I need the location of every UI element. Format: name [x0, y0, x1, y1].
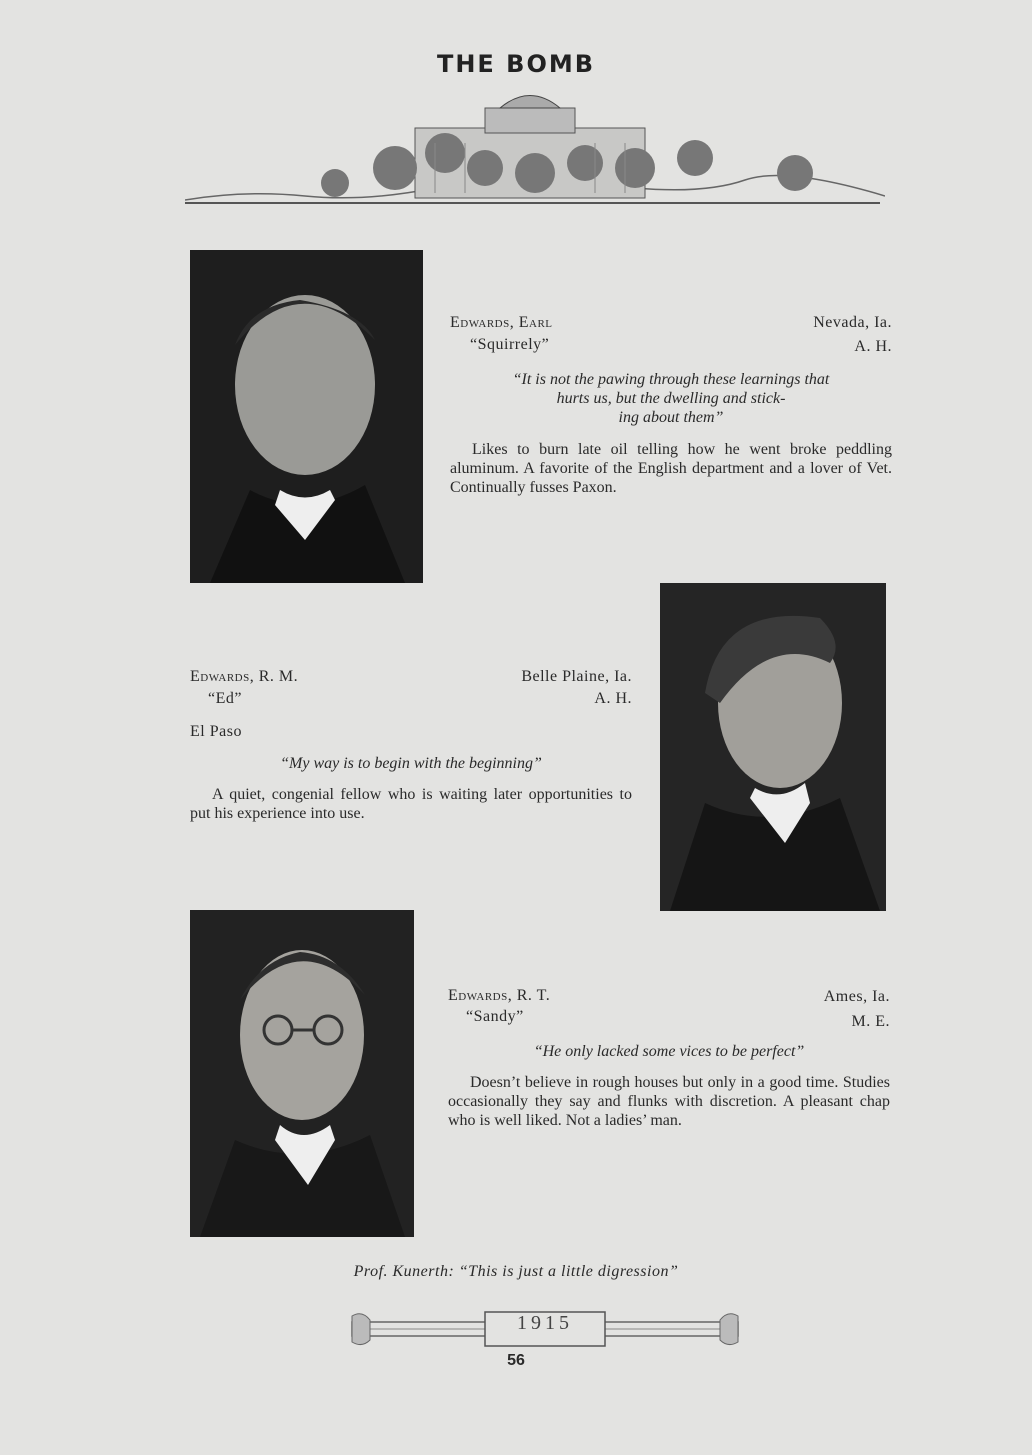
hometown: Belle Plaine, Ia.	[521, 668, 632, 685]
quote-line: “My way is to begin with the beginning”	[280, 755, 542, 772]
given-name: R. T.	[516, 987, 551, 1004]
given-name: R. M.	[258, 668, 299, 685]
quote-line: ing about them”	[618, 409, 724, 426]
surname: Edwards,	[190, 668, 255, 685]
entry-description: Likes to burn late oil telling how he went broke peddling aluminum. A favorite of the English department and a lover of Vet. Continually fusses Paxon.	[450, 441, 892, 496]
entry-name	[450, 314, 553, 332]
footer-caption: Prof. Kunerth: “This is just a little digression”	[353, 1263, 679, 1280]
hometown: Nevada, Ia.	[813, 314, 892, 331]
nickname: “Sandy”	[466, 1008, 524, 1025]
surname: Edwards,	[450, 314, 515, 331]
entry-quote	[450, 370, 892, 427]
quote-line: “It is not the pawing through these learnings that	[512, 371, 830, 388]
portrait-photo-earl-edwards	[190, 250, 423, 583]
course: A. H.	[594, 690, 632, 707]
nickname: “Squirrely”	[470, 336, 550, 353]
quote-line: “He only lacked some vices to be perfect”	[533, 1043, 805, 1060]
nickname: “Ed”	[208, 690, 242, 707]
year-label: 1915	[517, 1312, 573, 1334]
course: A. H.	[854, 338, 892, 355]
course: M. E.	[851, 1013, 890, 1030]
quote-line: hurts us, but the dwelling and stick-	[556, 390, 786, 407]
entry-description: A quiet, congenial fellow who is waiting later opportunities to put his experience into use.	[190, 786, 632, 822]
entry-name	[190, 668, 298, 686]
portrait-photo-rt-edwards	[190, 910, 414, 1237]
entry-name	[448, 987, 550, 1005]
entry-quote	[448, 1042, 890, 1061]
page-header-title: THE BOMB	[436, 50, 596, 78]
given-name: Earl	[518, 314, 553, 331]
hometown: Ames, Ia.	[823, 988, 890, 1005]
portrait-photo-rm-edwards	[660, 583, 886, 911]
entry-description: Doesn’t believe in rough houses but only in a good time. Studies occasionally they say and flunks with discretion. A pleasant chap who is well liked. Not a ladies’ man.	[448, 1074, 890, 1129]
surname: Edwards,	[448, 987, 513, 1004]
entry-quote	[190, 754, 632, 773]
page-number: 56	[507, 1352, 525, 1369]
club: El Paso	[190, 723, 242, 740]
campus-illustration	[185, 78, 885, 213]
